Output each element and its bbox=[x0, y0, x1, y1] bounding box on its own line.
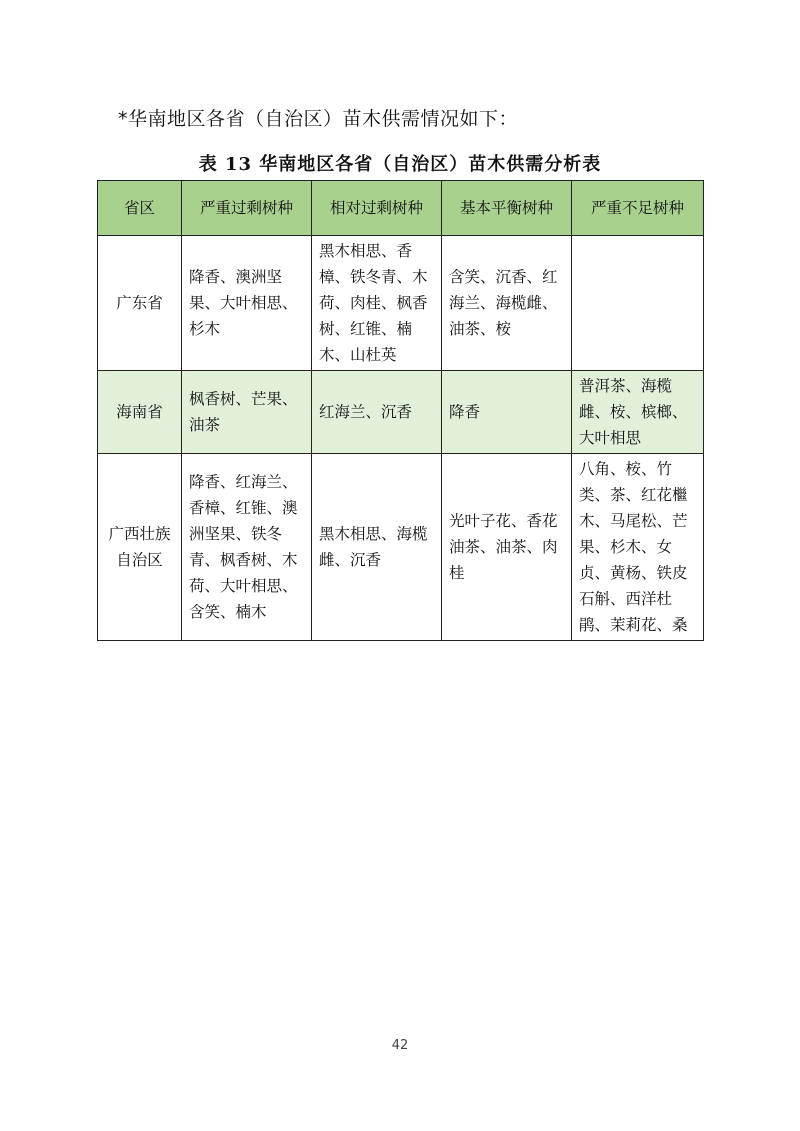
table-row bbox=[98, 371, 704, 454]
severe-surplus-cell: 枫香树、芒果、油茶 bbox=[182, 371, 312, 454]
page-number: 42 bbox=[391, 1038, 409, 1053]
severe-shortage-cell: 八角、桉、竹类、茶、红花檵木、马尾松、芒果、杉木、女贞、黄杨、铁皮石斛、西洋杜鹃、茉莉花、桑 bbox=[572, 454, 704, 641]
severe-shortage-cell: 普洱茶、海榄雌、桉、槟榔、大叶相思 bbox=[572, 371, 704, 454]
table-row bbox=[98, 454, 704, 641]
header-balanced: 基本平衡树种 bbox=[442, 181, 572, 236]
table-header-row bbox=[98, 181, 704, 236]
balanced-cell: 光叶子花、香花油茶、油茶、肉桂 bbox=[442, 454, 572, 641]
province-cell: 广西壮族自治区 bbox=[98, 454, 182, 641]
table-caption: 表 13 华南地区各省（自治区）苗木供需分析表 bbox=[198, 154, 602, 175]
supply-demand-table bbox=[97, 180, 704, 641]
relative-surplus-cell: 红海兰、沉香 bbox=[312, 371, 442, 454]
relative-surplus-cell: 黑木相思、香樟、铁冬青、木荷、肉桂、枫香树、红锥、楠木、山杜英 bbox=[312, 236, 442, 371]
relative-surplus-cell: 黑木相思、海榄雌、沉香 bbox=[312, 454, 442, 641]
province-cell: 广东省 bbox=[98, 236, 182, 371]
severe-shortage-cell bbox=[572, 236, 704, 371]
header-relative-surplus: 相对过剩树种 bbox=[312, 181, 442, 236]
balanced-cell: 含笑、沉香、红海兰、海榄雌、油茶、桉 bbox=[442, 236, 572, 371]
header-severe-surplus: 严重过剩树种 bbox=[182, 181, 312, 236]
severe-surplus-cell: 降香、红海兰、香樟、红锥、澳洲坚果、铁冬青、枫香树、木荷、大叶相思、含笑、楠木 bbox=[182, 454, 312, 641]
severe-surplus-cell: 降香、澳洲坚果、大叶相思、杉木 bbox=[182, 236, 312, 371]
balanced-cell: 降香 bbox=[442, 371, 572, 454]
table-row bbox=[98, 236, 704, 371]
province-cell: 海南省 bbox=[98, 371, 182, 454]
header-province: 省区 bbox=[98, 181, 182, 236]
intro-text: *华南地区各省（自治区）苗木供需情况如下： bbox=[118, 108, 519, 130]
header-severe-shortage: 严重不足树种 bbox=[572, 181, 704, 236]
